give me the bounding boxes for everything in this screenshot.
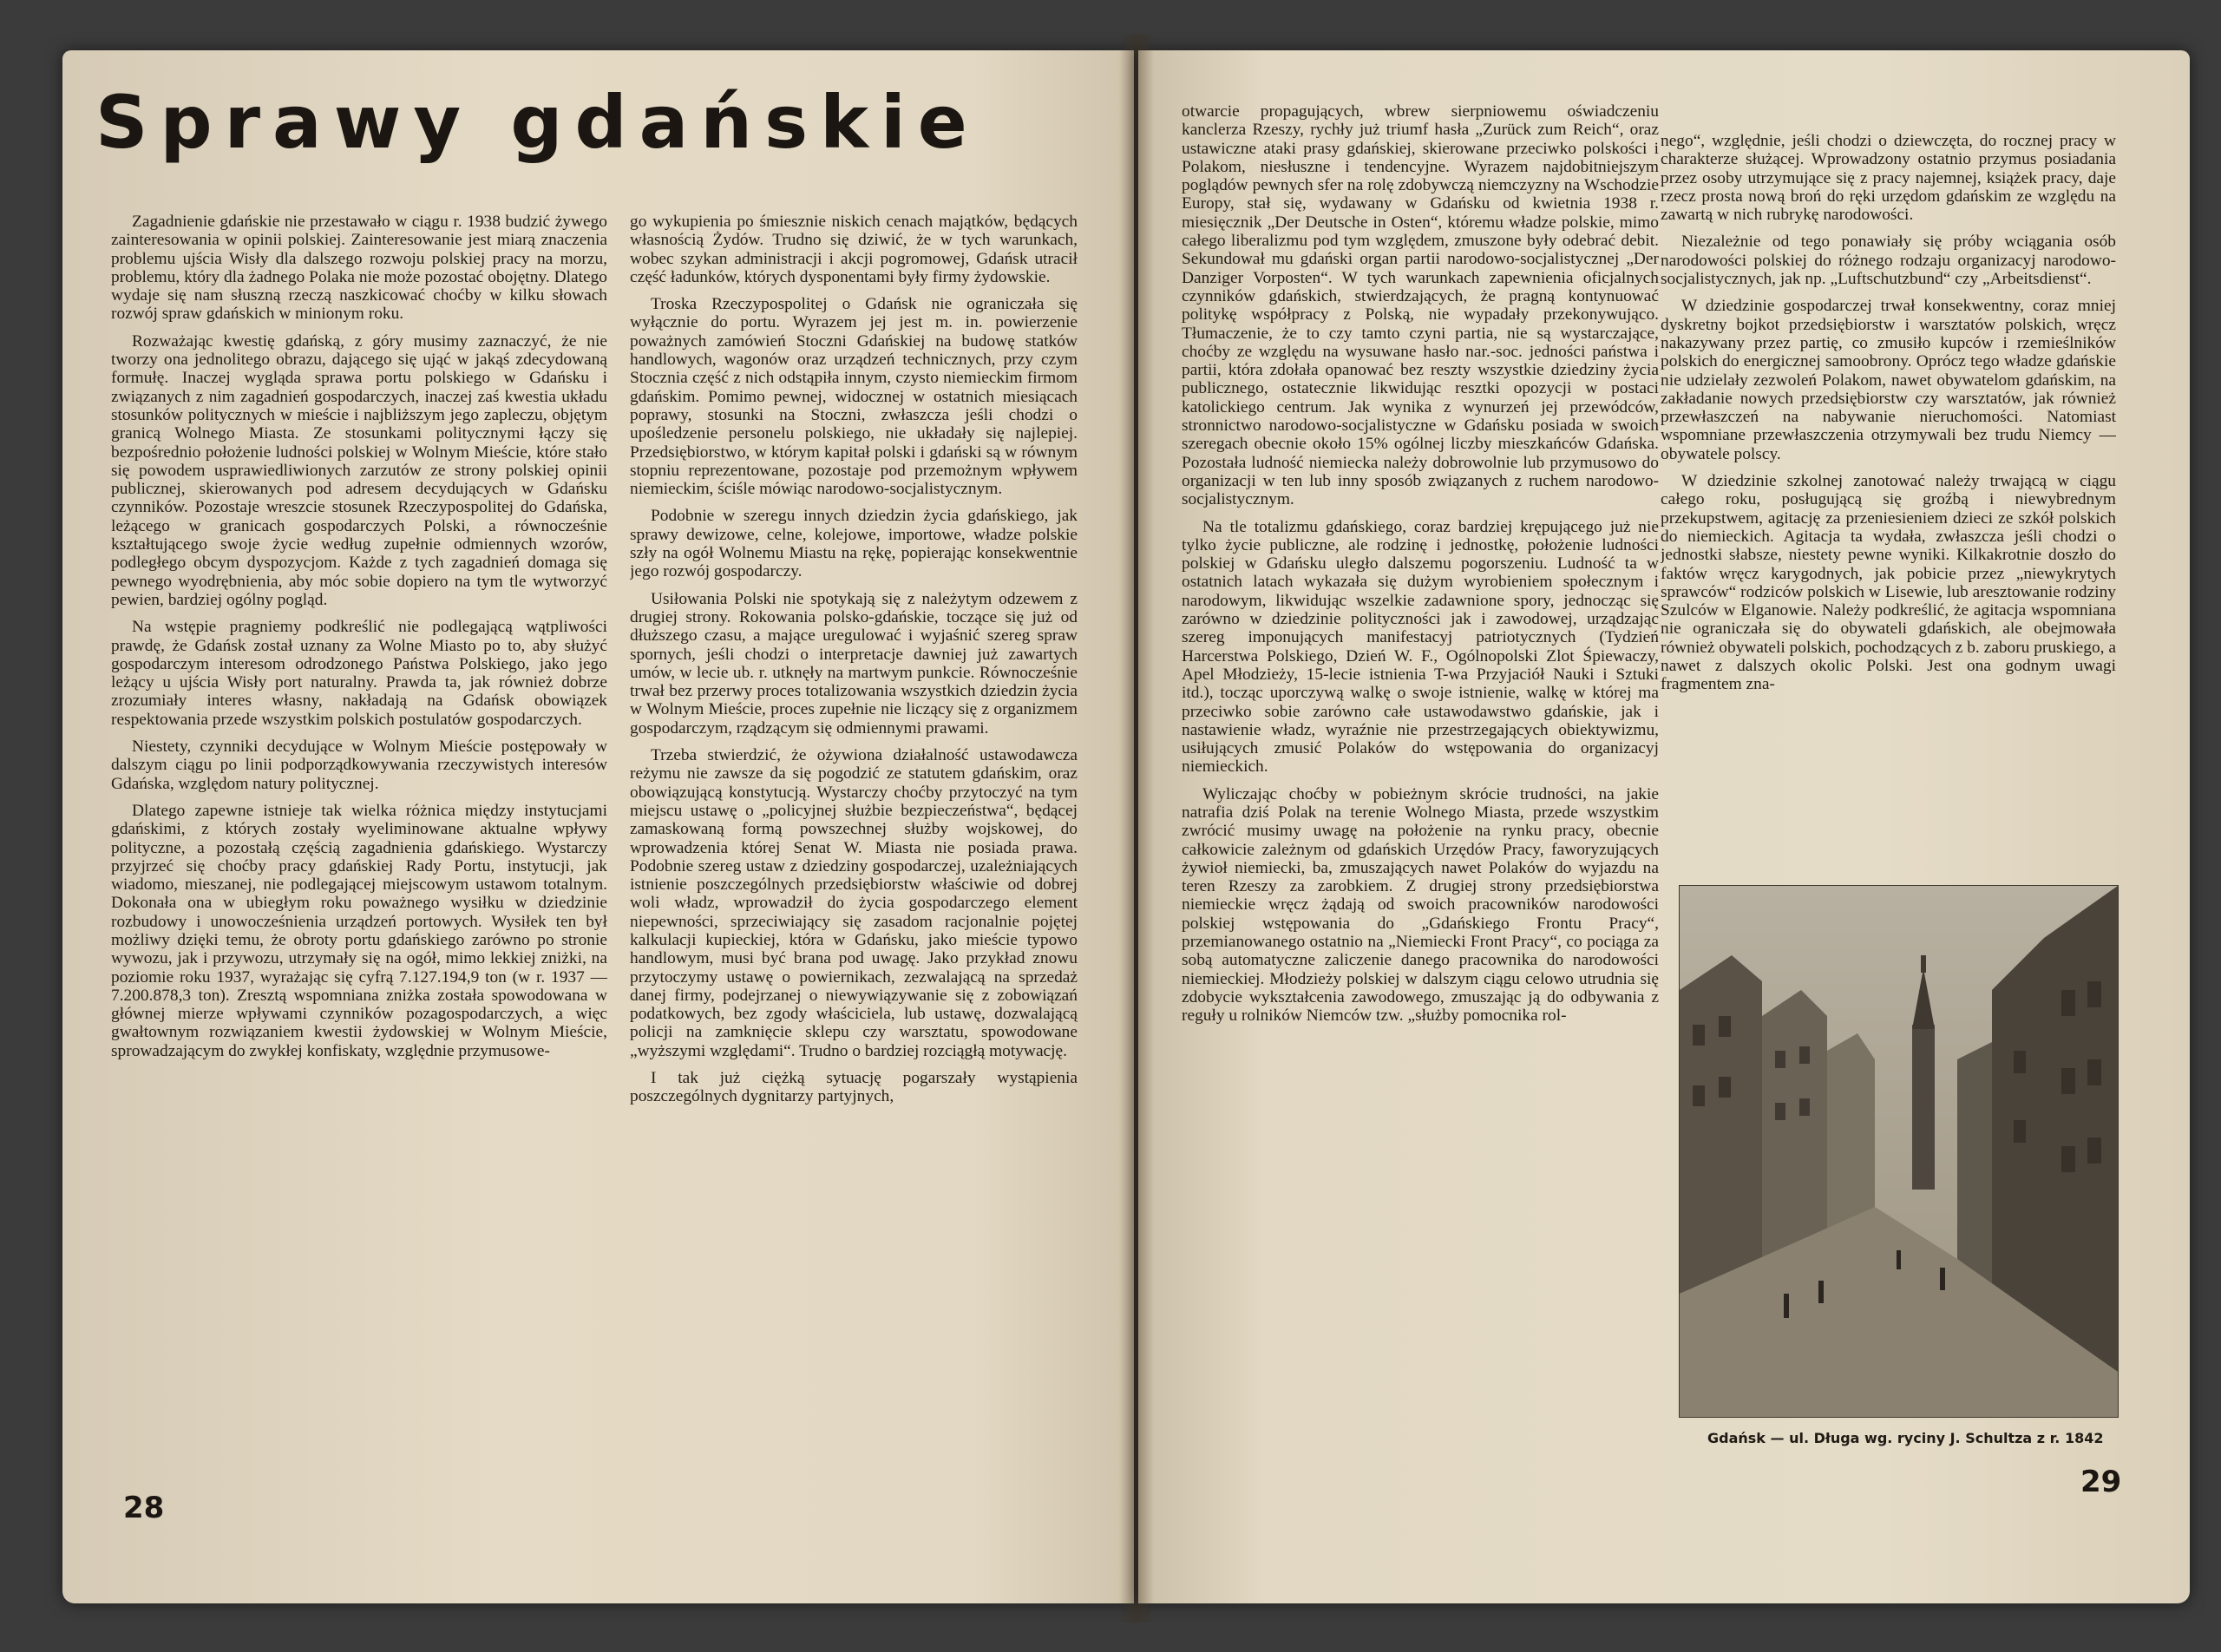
figure-caption: Gdańsk — ul. Długa wg. ryciny J. Schultza z r. 1842 <box>1707 1430 2104 1446</box>
article-title: Sprawy gdańskie <box>95 80 979 165</box>
paragraph: Usiłowania Polski nie spotykają się z należytym odzewem z drugiej strony. Rokowania polsko-gdańskie, toczące się już od dłuższego czasu, a mające uregulować i wyjaśnić szereg spraw spornych, jeśli chodzi o interpretacje dawniej już zawartych umów, w lecie ub. r. utknęły na martwym punkcie. Równocześnie trwał bez przerwy proces totalizowania wszystkich dziedzin życia w Wolnym Mieście, proces zupełnie nie liczący się z organizmem gospodarczym, rządzącym się odmiennymi prawami. <box>630 589 1078 738</box>
text-column-3 <box>1182 102 1659 1499</box>
paragraph: W dziedzinie gospodarczej trwał konsekwentny, coraz mniej dyskretny bojkot przedsiębiorstw i warsztatów polskich, wręcz nakazywany przez partię, co zmusiło kupców i rzemieślników polskich do energicznej samoobrony. Oprócz tego władze gdańskie nie udzielały zezwoleń Polakom, nawet obywatelom gdańskim, na zakładanie nowych przedsiębiorstw czy warsztatów, jak również przewłaszczeń na nabywanie nieruchomości. Natomiast wspomniane przewłaszczenia otrzymywali bez trudu Niemcy — obywatele polscy. <box>1661 297 2116 463</box>
engraving-illustration <box>1679 885 2119 1418</box>
paragraph: go wykupienia po śmiesznie niskich cenach majątków, będących własnością Żydów. Trudno się dziwić, że w tych warunkach, wobec szykan administracji i akcji pogromowej, Gdańsk utracił część ładunków, których dysponentami były firmy żydowskie. <box>630 213 1078 286</box>
paragraph: Rozważając kwestię gdańską, z góry musimy zaznaczyć, że nie tworzy ona jednolitego obrazu, dającego się ująć w jakąś zdecydowaną formułę. Inaczej wygląda sprawa portu polskiego w Gdańsku i związanych z nim zagadnień gospodarczych, inaczej zaś kwestia układu stosunków politycznych w mieście i najbliższym jego zapleczu, objętym granicą Wolnego Miasta. Ze stosunkami politycznymi łączy się bezpośrednio położenie ludności polskiej w Wolnym Mieście, które stało się powodem usprawiedliwionych zarzutów ze strony polskiej opinii publicznej, skierowanych pod adresem decydujących w Gdańsku czynników. Pozostaje wreszcie stosunek Rzeczypospolitej do Gdańska, leżącego w granicach gospodarczych Polski, a równocześnie kształtującego swoje życie według zupełnie odmiennych wzorów, podległego obcym dyspozycjom. Każde z tych zagadnień domaga się pewnego wyodrębnienia, aby móc sobie dopiero na tym tle wytworzyć pewien, bardziej ogólny pogląd. <box>111 331 607 609</box>
paragraph: I tak już ciężką sytuację pogarszały wystąpienia poszczególnych dygnitarzy partyjnych, <box>630 1069 1078 1106</box>
book-spine <box>1119 35 1154 1622</box>
paragraph: Podobnie w szeregu innych dziedzin życia gdańskiego, jak sprawy dewizowe, celne, kolejowe, importowe, władze polskie szły na ogół Wolnemu Miastu na rękę, popierając konsekwentnie jego rozwój gospodarczy. <box>630 507 1078 581</box>
paragraph: Dlatego zapewne istnieje tak wielka różnica między instytucjami gdańskimi, z których zostały wyeliminowane aktualne wpływy polityczne, a pozostałą częścią zagadnienia gdańskiego. Wystarczy przyjrzeć się choćby pracy gdańskiej Rady Portu, instytucji, jak wiadomo, mieszanej, nie podlegającej miejscowym ustawom totalnym. Dokonała ona w ubiegłym roku poważnego wysiłku w dziedzinie rozbudowy i unowocześnienia urządzeń portowych. Wysiłek ten był możliwy dzięki temu, że obroty portu gdańskiego zarówno po stronie wywozu, jak i przywozu, utrzymały się na ogół, mimo lekkiej zniżki, na poziomie roku 1937, wyrażając się cyfrą 7.127.194,9 ton (w r. 1937 — 7.200.878,3 ton). Zresztą wspomniana zniżka została spowodowana w głównej mierze wpływami czynników pozagospodarczych, a więc gwałtownym rozwiązaniem kwestii żydowskiej w Wolnym Mieście, sprowadzającym do zwykłej konfiskaty, względnie przymusowe- <box>111 801 607 1060</box>
text-column-2 <box>630 213 1078 1488</box>
paragraph: Niestety, czynniki decydujące w Wolnym Mieście postępowały w dalszym ciągu po linii podporządkowywania rzeczywistych interesów Gdańska, względom natury politycznej. <box>111 738 607 793</box>
paragraph: nego“, względnie, jeśli chodzi o dziewczęta, do rocznej pracy w charakterze służącej. Wprowadzony ostatnio przymus posiadania przez osoby utrzymujące się z pracy najemnej, książek pracy, daje rzecz prosta nową broń do ręki urzędom gdańskim ze względu na zawartą w nich rubrykę narodowości. <box>1661 132 2116 225</box>
street-engraving-image <box>1680 886 2118 1417</box>
paragraph: Troska Rzeczypospolitej o Gdańsk nie ograniczała się wyłącznie do portu. Wyrazem jej jest m. in. powierzenie poważnych zamówień Stoczni Gdańskiej na budowę statków handlowych, wagonów oraz urządzeń technicznych, przy czym Stocznia część z nich odstąpiła innym, czysto niemieckim firmom gdańskim. Pomimo pewnej, widocznej w ostatnich miesiącach poprawy, stosunki na Stoczni, zwłaszcza jeśli chodzi o upośledzenie personelu polskiego, nie układały się najlepiej. Przedsiębiorstwo, w którym kapitał polski i gdański są w równym stopniu reprezentowane, pozostaje pod przemożnym wpływem niemieckim, ściśle mówiąc narodowo-socjalistycznym. <box>630 295 1078 499</box>
paragraph: Zagadnienie gdańskie nie przestawało w ciągu r. 1938 budzić żywego zainteresowania w opinii polskiej. Zainteresowanie jest miarą znaczenia problemu ujścia Wisły dla dalszego rozwoju polskiej pracy na morzu, problemu, który dla żadnego Polaka nie może pozostać obojętny. Dlatego wydaje się nam słuszną rzeczą naszkicować choćby w kilku słowach rozwój spraw gdańskich w minionym roku. <box>111 213 607 324</box>
paragraph: Na tle totalizmu gdańskiego, coraz bardziej krępującego już nie tylko życie publiczne, ale rodzinę i jednostkę, położenie ludności polskiej w Gdańsku uległo dalszemu pogorszeniu. Ludność ta w ostatnich latach wykazała się dużym wyrobieniem społecznym i narodowym, likwidując wszelkie zadawnione spory, jednocząc się zarówno w dziedzinie polityczności jak i zawodowej, urządzając szereg imponujących manifestacyj patriotycznych (Tydzień Harcerstwa Polskiego, Dzień W. F., Ogólnopolski Zlot Śpiewaczy, Apel Młodzieży, 15-lecie istnienia T-wa Przyjaciół Nauki i Sztuki itd.), tocząc uporczywą walkę o swoje istnienie, walkę w której ma przeciwko sobie zarówno całe ustawodawstwo gdańskie, jak i nastawienie władz, wyraźnie nie przestrzegających obiektywizmu, usiłujących zmusić Polaków do wstępowania do organizacyj niemieckich. <box>1182 517 1659 777</box>
text-column-1 <box>111 213 607 1510</box>
paragraph: Na wstępie pragniemy podkreślić nie podlegającą wątpliwości prawdę, że Gdańsk został uznany za Wolne Miasto po to, aby służyć gospodarczym interesom odrodzonego Państwa Polskiego, jako jego leżący u ujścia Wisły port naturalny. Prawda ta, jak również dobrze zrozumiały interes własny, nakładają na Gdańsk obowiązek respektowania przede wszystkim polskich postulatów gospodarczych. <box>111 618 607 729</box>
paragraph: Trzeba stwierdzić, że ożywiona działalność ustawodawcza reżymu nie zawsze da się pogodzić ze statutem gdańskim, oraz obowiązującą konstytucją. Wystarczy choćby przytoczyć na tym miejscu ustawę o „policyjnej służbie bezpieczeństwa“, będącej zamaskowaną formą powszechnej służby wojskowej, do wprowadzenia której Senat W. Miasta nie posiada prawa. Podobnie szereg ustaw z dziedziny gospodarczej, uzależniających istnienie poszczególnych przedsiębiorstw właściwie od dobrej woli władz, wprowadził do życia gospodarczego element niepewności, sprzeciwiający się zasadom racjonalnie pojętej kalkulacji kupieckiej, która w Gdańsku, jako mieście typowo handlowym, musi być brana pod uwagę. Jako przykład znowu przytoczymy ustawę o powiernikach, zezwalającą na sprzedaż danej firmy, podejrzanej o niewywiązywanie się z zobowiązań podatkowych, bez zgody właściciela, lub ustawę, dozwalającą policji na zamknięcie sklepu czy warsztatu, spowodowane „wyższymi względami“. Trudno o bardziej rozciągłą motywację. <box>630 746 1078 1060</box>
paragraph: Niezależnie od tego ponawiały się próby wciągania osób narodowości polskiej do różnego rodzaju organizacyj narodowo-socjalistycznych, jak np. „Luftschutzbund“ czy „Arbeitsdienst“. <box>1661 233 2116 289</box>
paragraph: otwarcie propagujących, wbrew sierpniowemu oświadczeniu kanclerza Rzeszy, rychły już triumf hasła „Zurück zum Reich“, oraz ustawiczne ataki prasy gdańskiej, skierowane przeciwko polskości i Polakom, niesłuszne i tendencyjne. Wyrazem najdobitniejszym poglądów pewnych sfer na rolę zdobywczą niemczyzny na Wschodzie Europy, stał się, wydawany w Gdańsku od kwietnia 1938 r. miesięcznik „Der Deutsche in Osten“, któremu władze polskie, mimo całego liberalizmu pod tym względem, zmuszone były odebrać debit. Sekundował mu gdański organ partii narodowo-socjalistycznej „Der Danziger Vorposten“. W tych warunkach zapewnienia oficjalnych czynników gdańskich, stwierdzających, że pragną kontynuować politykę współpracy z Polską, nie wypadały przekonywująco. Tłumaczenie, że to czy tamto czyni partia, nie są wystarczające, choćby ze względu na wysuwane hasło nar.-soc. jedności państwa i partii, która zdołała opanować bez reszty wszystkie dziedziny życia publicznego, ostatecznie likwidując resztki opozycji w postaci katolickiego centrum. Jak wynika z wynurzeń jej przewódców, stronnictwo narodowo-socjalistyczne w Gdańsku posiada w swoich szeregach obecnie około 15% ogólnej liczby mieszkańców Gdańska. Pozostała ludność niemiecka należy dobrowolnie lub przymusowo do organizacji w ten lub inny sposób związanych z ruchem narodowo-socjalistycznym. <box>1182 102 1659 509</box>
paragraph: W dziedzinie szkolnej zanotować należy trwającą w ciągu całego roku, posługującą się groźbą i niewybrednym przekupstwem, agitację za przeniesieniem dzieci ze szkół polskich do niemieckich. Agitacja ta wydała, zwłaszcza jeśli chodzi o jednostki słabsze, niestety pewne wyniki. Kilkakrotnie doszło do faktów wręcz karygodnych, jak pobicie przez „niewykrytych sprawców“ rodziców polskich w Lisewie, lub aresztowanie rodziny Szulców w Elganowie. Należy podkreślić, że agitacja wspomniana nie ograniczała się do obywateli gdańskich, ale obejmowała również obywateli polskich, pochodzących z b. zaboru pruskiego, a nawet z dalszych okolic Polski. Jest ona godnym uwagi fragmentem zna- <box>1661 472 2116 694</box>
page-number-left: 28 <box>123 1491 165 1525</box>
text-column-4 <box>1661 132 2116 878</box>
page-number-right: 29 <box>2080 1465 2122 1499</box>
paragraph: Wyliczając choćby w pobieżnym skrócie trudności, na jakie natrafia dziś Polak na terenie Wolnego Miasta, przede wszystkim zwrócić musimy uwagę na położenie na rynku pracy, obecnie całkowicie zależnym od gdańskich Urzędów Pracy, faworyzujących żywioł niemiecki, ba, zmuszających nawet Polaków do wyjazdu na teren Rzeszy za zarobkiem. Z drugiej strony przedsiębiorstwa niemieckie wręcz żądają od swoich pracowników narodowości polskiej wstępowania do „Gdańskiego Frontu Pracy“, przemianowanego ostatnio na „Niemiecki Front Pracy“, co pociąga za sobą automatyczne zaliczenie danego pracownika do narodowości niemieckiej. Młodzieży polskiej w dalszym ciągu celowo utrudnia się zdobycie wykształcenia zawodowego, zmuszając ją do odbywania z reguły u rolników Niemców tzw. „służby pomocnika rol- <box>1182 784 1659 1026</box>
